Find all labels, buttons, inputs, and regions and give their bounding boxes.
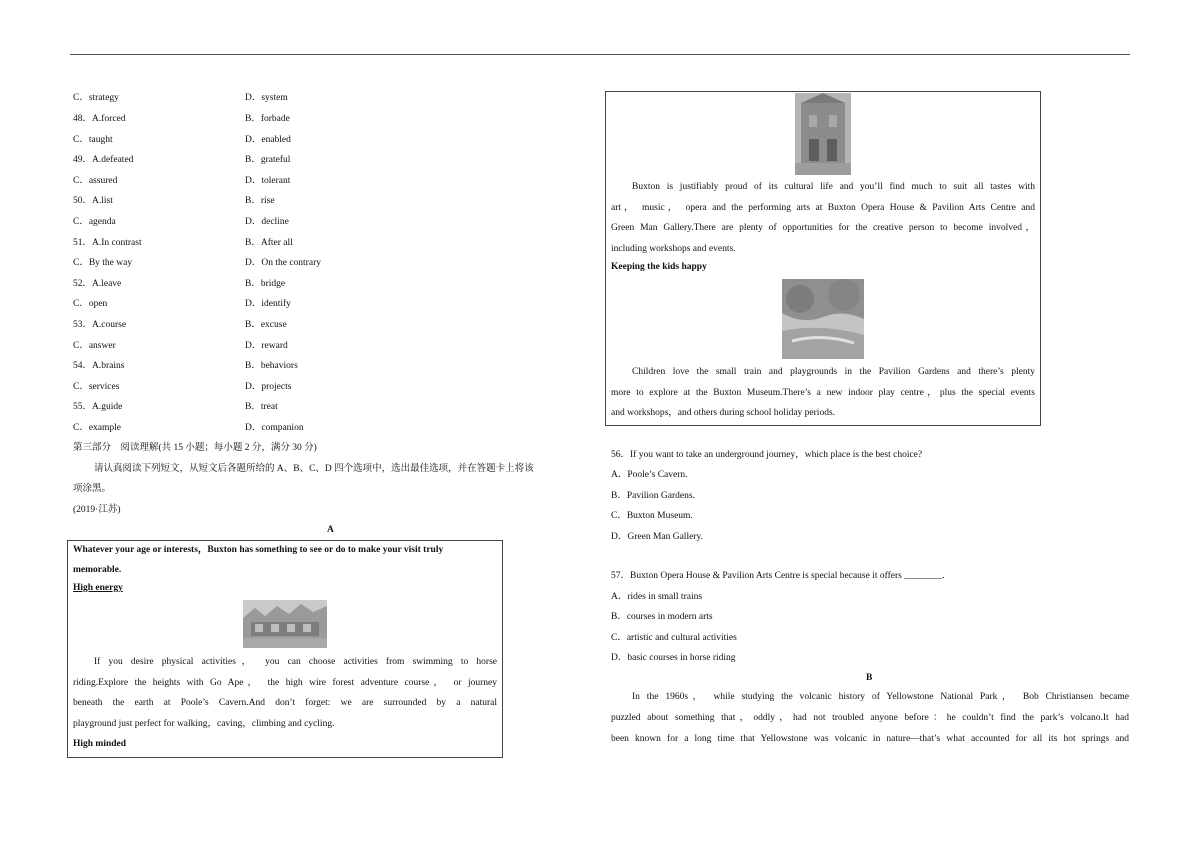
option-right: B．excuse bbox=[245, 320, 287, 330]
option-right: D．enabled bbox=[245, 135, 291, 145]
subheading-high-energy: High energy bbox=[73, 583, 123, 593]
box-b-para-line: Green Man Gallery.There are plenty of opportunities for the creative person to become involved， bbox=[611, 223, 1035, 233]
passage-label-b: B bbox=[866, 673, 873, 683]
question-56-option-a: A．Poole’s Cavern. bbox=[611, 470, 688, 480]
option-right: D．On the contrary bbox=[245, 258, 321, 268]
option-right: D．reward bbox=[245, 341, 288, 351]
box-a-para-line: riding.Explore the heights with Go Ape， the high wire forest adventure course， or journey bbox=[73, 678, 497, 688]
option-right: B．bridge bbox=[245, 279, 286, 289]
passage-b-line: In the 1960s， while studying the volcanic history of Yellowstone National Park， Bob Christiansen became bbox=[632, 692, 1129, 702]
option-right: B．After all bbox=[245, 238, 293, 248]
option-right: D．decline bbox=[245, 217, 289, 227]
option-left: 48．A.forced bbox=[73, 114, 126, 124]
option-right: B．treat bbox=[245, 402, 278, 412]
box-a-title-line-2: memorable. bbox=[73, 565, 122, 575]
instruction-line-1: 请认真阅读下列短文，从短文后各题所给的 A、B、C、D 四个选项中，选出最佳选项，并在答题卡上将该 bbox=[94, 464, 534, 474]
option-left: C．agenda bbox=[73, 217, 116, 227]
buxton-photo-2 bbox=[795, 93, 851, 175]
option-right: B．forbade bbox=[245, 114, 290, 124]
option-left: C．taught bbox=[73, 135, 113, 145]
option-left: C．open bbox=[73, 299, 108, 309]
option-left: 55．A.guide bbox=[73, 402, 123, 412]
question-56-option-b: B．Pavilion Gardens. bbox=[611, 491, 695, 501]
passage-label-a: A bbox=[327, 525, 334, 535]
box-b-para-line: and workshops，and others during school holiday periods. bbox=[611, 408, 836, 418]
question-56-stem: 56．If you want to take an underground journey，which place is the best choice? bbox=[611, 450, 923, 460]
passage-a-continued-box bbox=[605, 91, 1041, 426]
option-left: 50．A.list bbox=[73, 196, 113, 206]
instruction-line-2: 项涂黑。 bbox=[73, 484, 112, 494]
option-right: B．rise bbox=[245, 196, 275, 206]
option-left: C．assured bbox=[73, 176, 118, 186]
box-a-para-line: playground just perfect for walking，caving，climbing and cycling. bbox=[73, 719, 335, 729]
box-a-para-line: beneath the earth at Poole’s Cavern.And don’t forget: we are surrounded by a natural bbox=[73, 698, 497, 708]
option-left: 51．A.In contrast bbox=[73, 238, 142, 248]
top-rule bbox=[70, 54, 1130, 55]
option-left: 53．A.course bbox=[73, 320, 127, 330]
box-b-para-line: Children love the small train and playgrounds in the Pavilion Gardens and there’s plenty bbox=[632, 367, 1035, 377]
subheading-high-minded: High minded bbox=[73, 739, 127, 749]
box-b-para-line: Buxton is justifiably proud of its cultural life and you’ll find much to suit all tastes with bbox=[632, 182, 1035, 192]
passage-b-line: puzzled about something that，oddly，had not troubled anyone before：he couldn’t find the park’s volcano.It had bbox=[611, 713, 1129, 723]
option-left: 54．A.brains bbox=[73, 361, 125, 371]
option-right: B．behaviors bbox=[245, 361, 298, 371]
buxton-photo-1 bbox=[243, 600, 327, 648]
question-57-option-b: B．courses in modern arts bbox=[611, 612, 713, 622]
buxton-photo-3 bbox=[782, 279, 864, 359]
question-57-option-a: A．rides in small trains bbox=[611, 592, 703, 602]
passage-b-line: been known for a long time that Yellowstone was volcanic in nature—that’s what accounted for all its hot springs and bbox=[611, 734, 1129, 744]
option-left: 52．A.leave bbox=[73, 279, 122, 289]
section-heading: 第三部分 阅读理解(共 15 小题；每小题 2 分，满分 30 分) bbox=[73, 443, 317, 453]
option-right: B．grateful bbox=[245, 155, 291, 165]
subheading-kids: Keeping the kids happy bbox=[611, 262, 707, 272]
question-57-stem: 57．Buxton Opera House & Pavilion Arts Centre is special because it offers ________. bbox=[611, 571, 945, 581]
option-right: D．system bbox=[245, 93, 288, 103]
option-left: C．answer bbox=[73, 341, 116, 351]
option-right: D．tolerant bbox=[245, 176, 291, 186]
source-label: (2019·江苏) bbox=[73, 505, 121, 515]
box-b-para-line: including workshops and events. bbox=[611, 244, 736, 254]
question-57-option-d: D．basic courses in horse riding bbox=[611, 653, 736, 663]
box-b-para-line: more to explore at the Buxton Museum.There’s a new indoor play centre，plus the special events bbox=[611, 388, 1035, 398]
box-b-para-line: art， music， opera and the performing arts at Buxton Opera House & Pavilion Arts Centre and bbox=[611, 203, 1035, 213]
option-left: C．By the way bbox=[73, 258, 133, 268]
option-right: D．identify bbox=[245, 299, 291, 309]
option-left: C．example bbox=[73, 423, 122, 433]
question-56-option-c: C．Buxton Museum. bbox=[611, 511, 693, 521]
question-56-option-d: D．Green Man Gallery. bbox=[611, 532, 703, 542]
box-a-title-line-1: Whatever your age or interests，Buxton has something to see or do to make your visit truly bbox=[73, 545, 444, 555]
passage-a-box bbox=[67, 540, 503, 758]
option-left: 49．A.defeated bbox=[73, 155, 134, 165]
box-a-para-line: If you desire physical activities， you can choose activities from swimming to horse bbox=[94, 657, 497, 667]
question-57-option-c: C．artistic and cultural activities bbox=[611, 633, 737, 643]
option-left: C．services bbox=[73, 382, 120, 392]
option-left: C．strategy bbox=[73, 93, 119, 103]
option-right: D．companion bbox=[245, 423, 304, 433]
option-right: D．projects bbox=[245, 382, 292, 392]
